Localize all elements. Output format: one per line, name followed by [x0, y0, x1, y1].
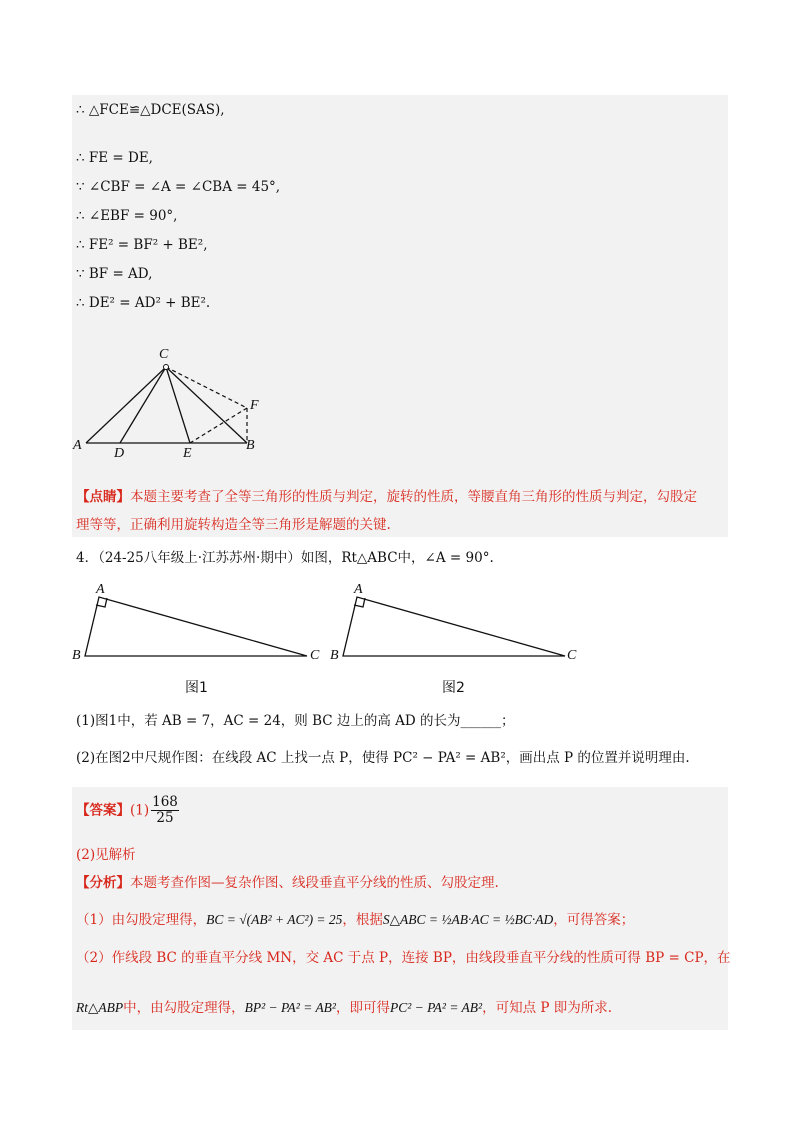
- fig-label-C: C: [159, 347, 169, 362]
- dianjing-text-1: 本题主要考查了全等三角形的性质与判定，旋转的性质，等腰直角三角形的性质与判定，勾股定: [130, 489, 697, 505]
- analysis-step2-b: 中，由勾股定理得，: [123, 1000, 245, 1016]
- proof-line-2: ∴ FE = DE,: [76, 150, 153, 166]
- analysis-step2-formula1: BP² − PA² = AB²: [244, 1000, 336, 1015]
- answer-tag: 【答案】: [76, 802, 130, 819]
- answer-numerator: 168: [152, 794, 178, 810]
- analysis-intro-line: [76, 874, 499, 892]
- fig-label-A: A: [73, 438, 82, 453]
- triangle-fig1: [85, 597, 307, 656]
- answer-fraction: [151, 795, 179, 826]
- answer-part1-prefix: (1): [130, 802, 150, 819]
- proof-line-7: ∴ DE² = AD² + BE².: [76, 295, 211, 311]
- analysis-step1-a: （1）由勾股定理得，: [76, 912, 207, 928]
- q4-stem: 4．（24-25八年级上·江苏苏州·期中）如图，Rt△ABC中，∠A = 90°.: [76, 550, 494, 566]
- analysis-step1-formula2: S△ABC = ½AB·AC = ½BC·AD: [382, 912, 554, 927]
- fig-label-E: E: [183, 446, 192, 461]
- q4-fig1-caption: 图1: [185, 680, 208, 696]
- fig-label-D: D: [114, 446, 125, 461]
- q4-fig1-label-C: C: [310, 648, 320, 663]
- analysis-step2-d: ，可知点 P 即为所求.: [482, 1000, 613, 1016]
- q4-part1: (1)图1中，若 AB = 7，AC = 24，则 BC 边上的高 AD 的长为______；: [76, 713, 515, 729]
- q4-fig1-label-A: A: [96, 582, 105, 597]
- answer-part2: (2)见解析: [76, 847, 136, 863]
- answer-line: [76, 795, 179, 831]
- q4-fig2-caption: 图2: [442, 680, 465, 696]
- q4-fig1-label-B: B: [72, 648, 81, 663]
- analysis-tag: 【分析】: [76, 875, 130, 891]
- analysis-step2-formula2: PC² − PA² = AB²: [389, 1000, 483, 1015]
- analysis-step1-b: ，根据: [342, 912, 383, 928]
- analysis-step2-c: ，即可得: [335, 1000, 390, 1016]
- proof-line-5: ∴ FE² = BF² + BE²,: [76, 237, 208, 253]
- analysis-step1-c: ，可得答案；: [553, 912, 635, 928]
- q4-fig2-label-C: C: [567, 648, 577, 663]
- proof-line-3: ∵ ∠CBF = ∠A = ∠CBA = 45°,: [76, 179, 281, 195]
- analysis-step2-triangle: Rt△ABP: [76, 1000, 124, 1015]
- analysis-step2-a: （2）作线段 BC 的垂直平分线 MN，交 AC 于点 P，连接 BP，由线段垂直平分线的性质可得 BP = CP，在: [76, 950, 731, 966]
- q4-part2: (2)在图2中尺规作图：在线段 AC 上找一点 P，使得 PC² − PA² = AB²，画出点 P 的位置并说明理由.: [76, 750, 690, 766]
- analysis-intro: 本题考查作图—复杂作图、线段垂直平分线的性质、勾股定理.: [130, 875, 499, 891]
- dianjing-tag: 【点睛】: [76, 489, 130, 505]
- q4-fig2-label-A: A: [354, 582, 363, 597]
- proof-line-6: ∵ BF = AD,: [76, 266, 153, 282]
- proof-line-1: ∴ △FCE≌△DCE(SAS),: [76, 102, 225, 118]
- q4-fig2-label-B: B: [330, 648, 339, 663]
- triangle-fig2: [343, 597, 565, 656]
- dianjing-line-2: 理等等，正确利用旋转构造全等三角形是解题的关键.: [76, 517, 391, 533]
- answer-denominator: 25: [156, 810, 174, 826]
- analysis-step1: [76, 911, 634, 929]
- analysis-step1-formula: BC = √(AB² + AC²) = 25: [206, 912, 343, 927]
- fig-label-F: F: [250, 398, 259, 413]
- fig-label-B: B: [246, 438, 255, 453]
- analysis-step2-line2: [76, 999, 612, 1017]
- proof-line-4: ∴ ∠EBF = 90°,: [76, 208, 178, 224]
